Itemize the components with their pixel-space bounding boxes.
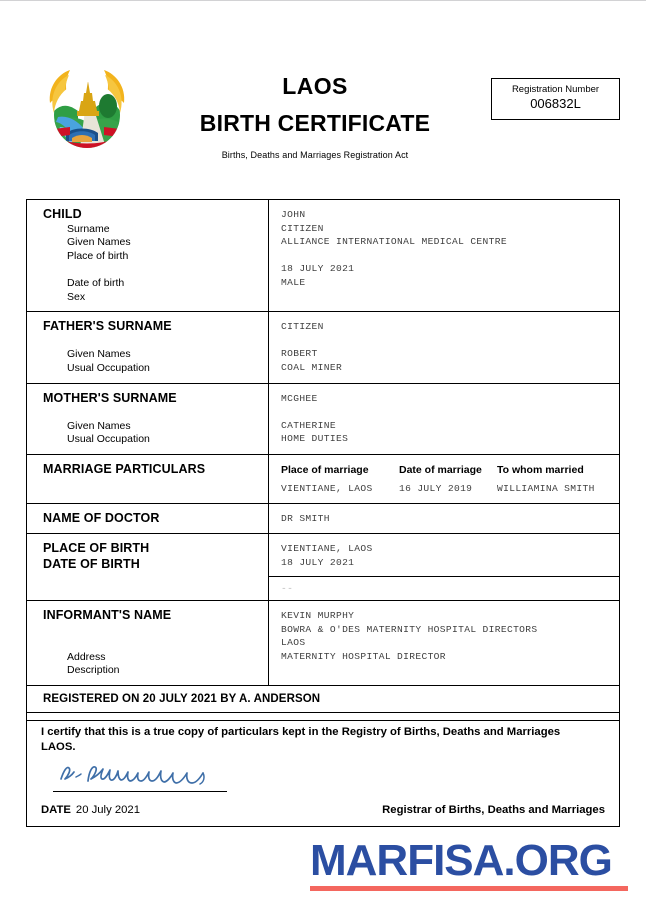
child-given-names-label: Given Names [67,236,131,249]
child-sex-value: MALE [281,276,306,288]
father-surname-value: CITIZEN [281,321,324,333]
father-labels-cell [27,312,269,382]
father-label-spacer [43,335,268,349]
father-values-cell [269,312,619,382]
certificate-details-table [26,199,620,721]
doctor-name-value: DR SMITH [281,512,330,524]
father-occupation-label: Usual Occupation [67,362,150,374]
marriage-date-header: Date of marriage [399,464,482,476]
registrar-signature [55,760,225,790]
father-value-spacer [281,334,613,348]
marriage-values-cell [269,455,619,503]
date-value: 20 July 2021 [75,804,140,816]
child-values-cell [269,200,619,311]
informant-section-row [27,601,619,686]
date-of-birth-value: 18 JULY 2021 [281,556,355,568]
certification-footer [41,804,605,818]
title-block [150,74,480,160]
signature-underline [53,791,227,792]
child-section-title: CHILD [43,207,82,221]
doctor-section-row [27,504,619,535]
marriage-place-header: Place of marriage [281,464,369,476]
place-date-labels-cell [27,534,269,600]
registrar-title: Registrar of Births, Deaths and Marriages [382,804,605,816]
registration-number-label: Registration Number [511,84,600,95]
date-label: DATE [41,804,71,816]
marriage-section-title: MARRIAGE PARTICULARS [43,462,206,476]
laos-national-emblem-icon [36,59,138,161]
place-of-birth-value: VIENTIANE, LAOS [281,543,373,555]
date-of-birth-title: DATE OF BIRTH [43,556,140,571]
informant-description-value: MATERNITY HOSPITAL DIRECTOR [281,650,446,662]
doctor-label-cell [27,504,269,534]
marriage-date-value: 16 JULY 2019 [399,483,473,494]
mother-surname-value: MCGHEE [281,392,318,404]
mother-occupation-label: Usual Occupation [67,433,150,446]
informant-label-spacer2 [43,637,268,651]
child-labels-cell [27,200,269,311]
informant-address-value: LAOS [281,637,306,649]
child-given-names-value: CITIZEN [281,222,324,234]
child-sex-label: Sex [67,290,86,303]
child-surname-value: JOHN [281,209,306,220]
registration-number-box [491,78,620,120]
child-value-spacer [281,249,613,263]
watermark-text: MARFISA.ORG [310,836,612,885]
mother-occupation-value: HOME DUTIES [281,433,349,445]
certification-box [26,712,620,827]
signature-area [41,760,605,804]
child-surname-label: Surname [67,222,110,235]
registered-on-row: REGISTERED ON 20 JULY 2021 BY A. ANDERSON [43,693,321,705]
mother-given-names-value: CATHERINE [281,419,336,431]
certification-text-line1: I certify that this is a true copy of particulars kept in the Registry of Births, Deaths and Marriages [41,726,561,738]
child-date-of-birth-value: 18 JULY 2021 [281,263,355,275]
child-place-of-birth-label: Place of birth [67,249,129,262]
informant-organisation-value: BOWRA & O'DES MATERNITY HOSPITAL DIRECTORS [281,623,538,635]
mother-given-names-label: Given Names [67,419,131,432]
mother-section-row [27,384,619,455]
father-given-names-value: ROBERT [281,348,318,360]
informant-address-label: Address [67,650,106,663]
birth-extra-value: -- [281,583,294,595]
marriage-column-headers [281,463,613,478]
certification-text-line2: LAOS. [41,740,76,753]
father-given-names-label: Given Names [67,348,131,361]
place-date-of-birth-row [27,534,619,601]
informant-name-value: KEVIN MURPHY [281,610,355,621]
child-date-of-birth-label: Date of birth [67,277,125,289]
marriage-to-whom-value: WILLIAMINA SMITH [497,483,595,494]
child-place-of-birth-value: ALLIANCE INTERNATIONAL MEDICAL CENTRE [281,236,507,248]
father-occupation-value: COAL MINER [281,361,343,373]
child-label-spacer [43,263,268,277]
watermark-rule [310,886,628,891]
marriage-to-whom-header: To whom married [497,464,584,476]
marriage-section-row [27,455,619,504]
marriage-labels-cell [27,455,269,503]
informant-values-cell [269,601,619,685]
document-title: BIRTH CERTIFICATE [199,110,431,137]
father-section-row [27,312,619,383]
doctor-value-cell [269,504,619,534]
document-header [0,56,646,171]
country-title: LAOS [282,73,348,99]
registration-number-value: 006832L [530,96,581,112]
informant-label-spacer1 [43,624,268,638]
mother-values-cell [269,384,619,454]
informant-description-label: Description [67,664,120,677]
mother-label-spacer [43,406,268,420]
mother-section-title: MOTHER'S SURNAME [43,390,177,405]
certification-date [41,804,140,816]
child-section-row [27,200,619,312]
marfisa-watermark [310,836,630,891]
doctor-section-title: NAME OF DOCTOR [43,510,160,525]
marriage-column-values [281,482,613,496]
father-section-title: FATHER'S SURNAME [43,319,172,334]
mother-labels-cell [27,384,269,454]
informant-section-title: INFORMANT'S NAME [43,608,172,622]
place-of-birth-title: PLACE OF BIRTH [43,541,150,556]
registration-act-text: Births, Deaths and Marriages Registration Act [221,150,409,161]
informant-labels-cell [27,601,269,685]
place-date-values-cell [269,534,619,600]
marriage-place-value: VIENTIANE, LAOS [281,483,373,494]
mother-value-spacer [281,405,613,419]
